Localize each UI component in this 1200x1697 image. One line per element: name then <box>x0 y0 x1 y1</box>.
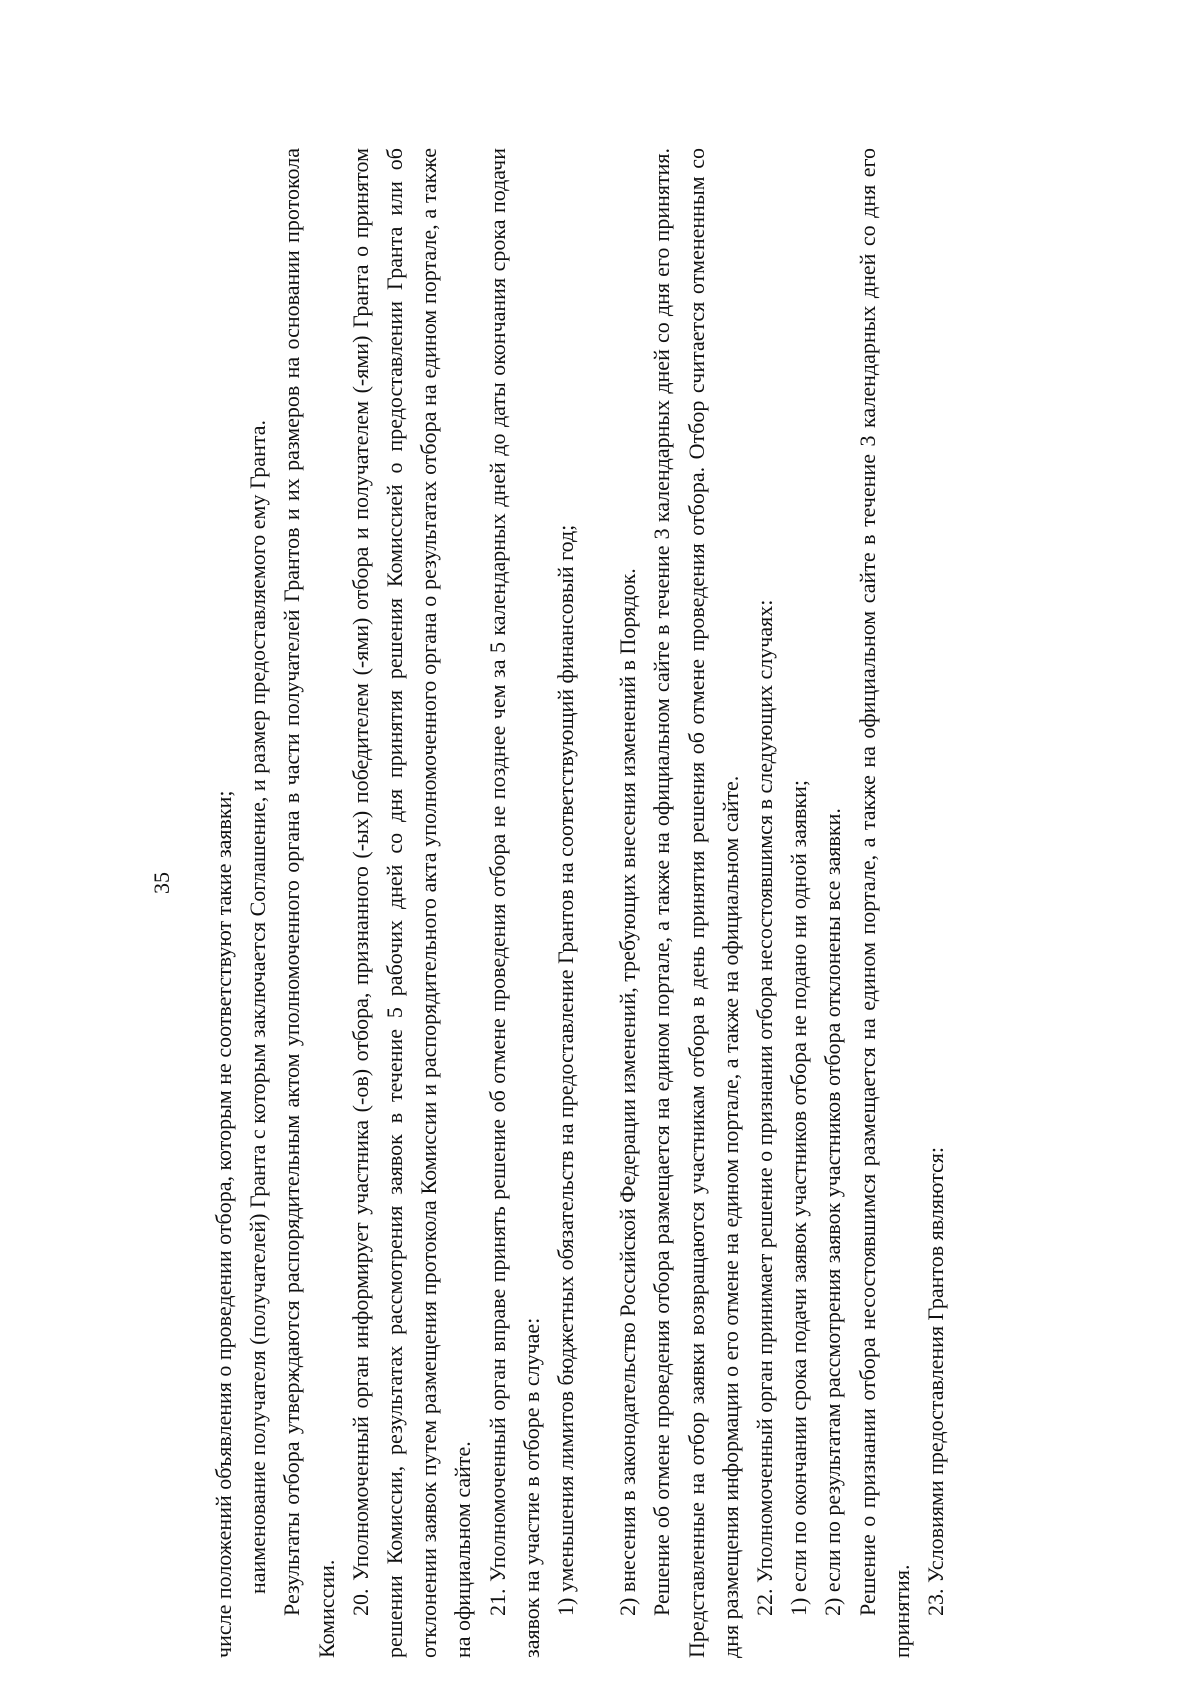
paragraph: 2) если по результатам рассмотрения заявок участников отбора отклонены все заявки. <box>820 808 846 1616</box>
paragraph: числе положений объявления о проведении отбора, которым не соответствуют такие заявки; <box>211 790 236 1658</box>
paragraph: 1) если по окончании срока подачи заявок участников отбора не подано ни одной заявки; <box>786 780 812 1616</box>
document-body <box>207 148 953 1658</box>
paragraph: 1) уменьшения лимитов бюджетных обязательств на предоставление Грантов на соответствующий финансовый год; <box>553 524 579 1616</box>
paragraph: наименование получателя (получателей) Гранта с которым заключается Соглашение, и размер предоставляемого ему Гранта. <box>245 420 271 1594</box>
paragraph: Решение о признании отбора несостоявшимся размещается на едином портале, а также на официальном сайте в течение 3 календарных дней со дня его принятия. <box>854 148 914 1658</box>
paragraph: 23. Условиями предоставления Грантов являются: <box>923 1147 949 1616</box>
paragraph: 2) внесения в законодательство Российской Федерации изменений, требующих внесения изменений в Порядок. <box>615 568 641 1616</box>
paragraph: 20. Уполномоченный орган информирует участника (-ов) отбора, признанного (-ых) победителем (-ями) отбора и получателем (-ями) Гранта о принятом решении Комиссии, результатах рассмотрения заявок в течение 5 рабочих дней со дня принятия решения Комиссией о предоставлении Гранта или об отклонении заявок путем размещения протокола Комиссии и распорядительного акта уполномоченного органа о результатах отбора на едином портале, а также на официальном сайте. <box>347 148 476 1658</box>
page-number: 35 <box>149 872 174 894</box>
paragraph: Решение об отмене проведения отбора размещается на едином портале, а также на официальном сайте в течение 3 календарных дней со дня его принятия. Представленные на отбор заявки возвращаются участникам отбора в день принятия решения об отмене проведения отбора. Отбор считается отмененным со дня размещения информации о его отмене на едином портале, а также на официальном сайте. <box>649 148 743 1658</box>
paragraph: Результаты отбора утверждаются распорядительным актом уполномоченного органа в части получателей Грантов и их размеров на основании протокола Комиссии. <box>279 148 339 1658</box>
paragraph: 22. Уполномоченный орган принимает решение о признании отбора несостоявшимся в следующих случаях: <box>752 599 778 1616</box>
paragraph: 21. Уполномоченный орган вправе принять решение об отмене проведения отбора не позднее чем за 5 календарных дней до даты окончания срока подачи заявок на участие в отборе в случае: <box>484 148 544 1658</box>
rotated-page-content <box>145 148 1185 1658</box>
